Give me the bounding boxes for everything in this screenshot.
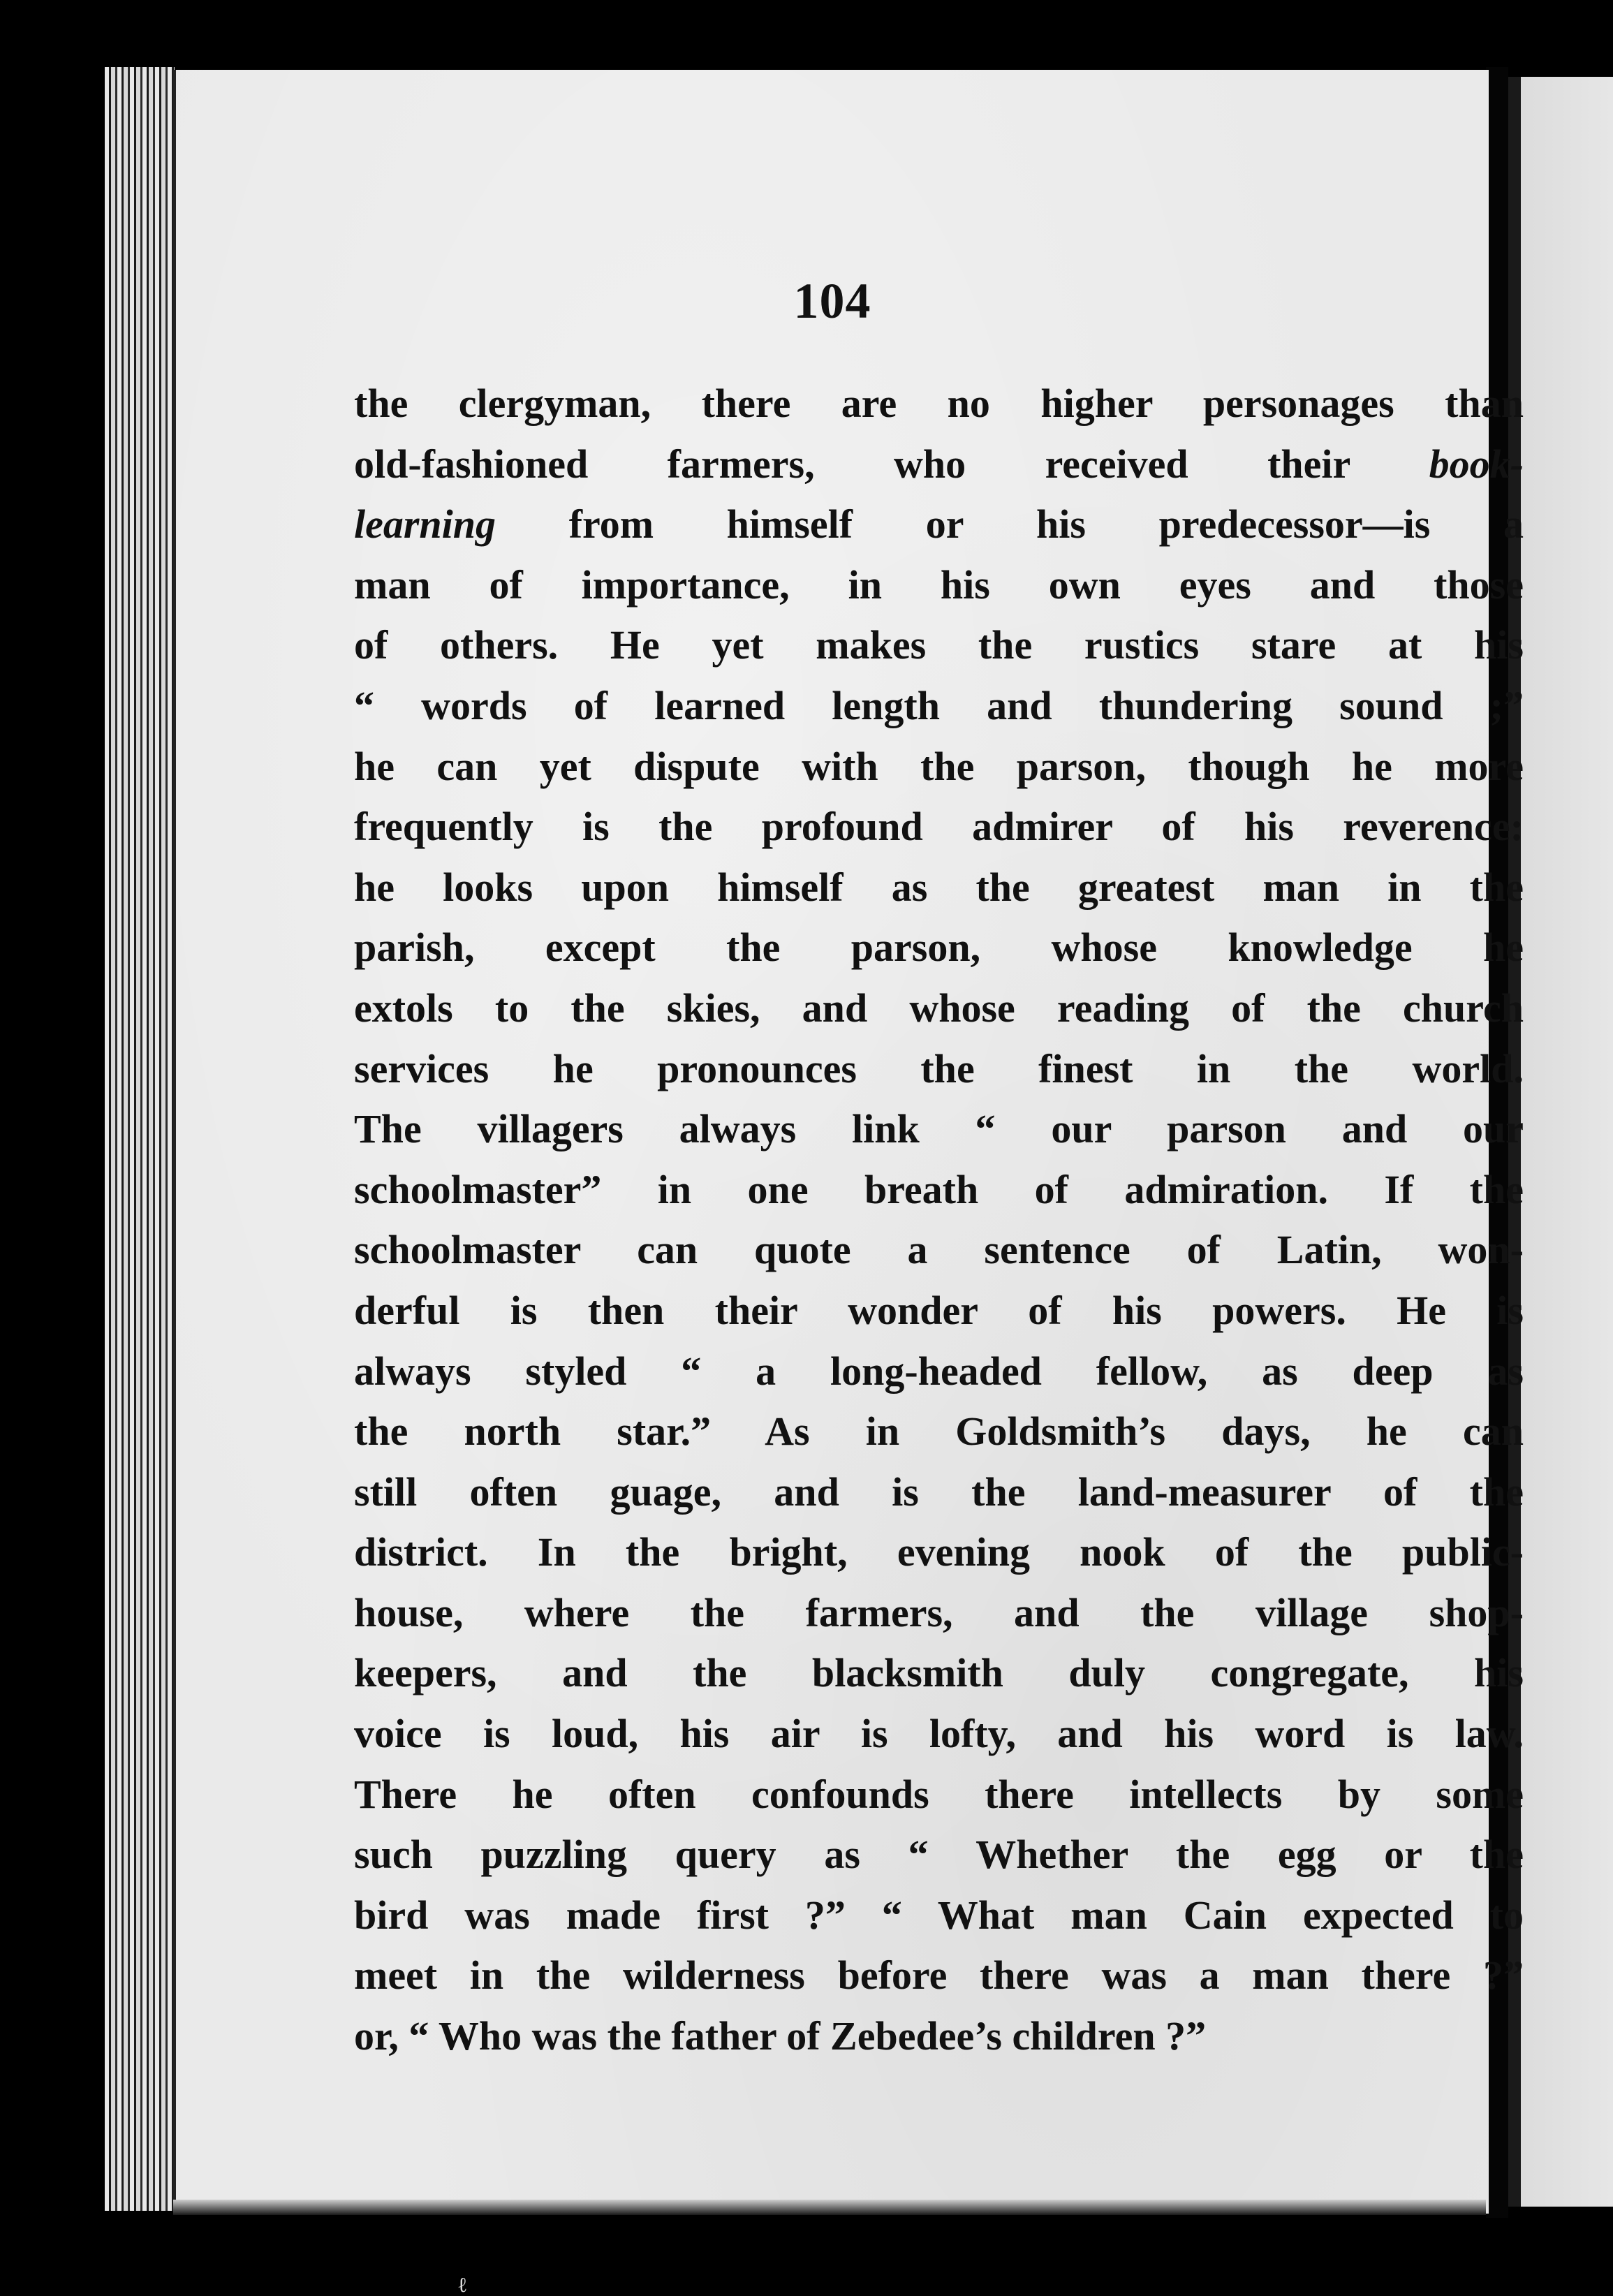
- text-line: he looks upon himself as the greatest man in the: [354, 864, 1524, 910]
- text-line: district. In the bright, evening nook of the public-: [354, 1529, 1524, 1575]
- text-line: still often guage, and is the land-measurer of the: [354, 1469, 1524, 1515]
- text-line: derful is then their wonder of his powers. He is: [354, 1287, 1524, 1333]
- page-number: 104: [793, 273, 871, 329]
- italic-word: book-: [1429, 441, 1524, 487]
- body-text: [354, 374, 1524, 2067]
- text-line: he can yet dispute with the parson, though he more: [354, 743, 1524, 789]
- text-line: frequently is the profound admirer of his reverence:: [354, 804, 1524, 850]
- text-line: parish, except the parson, whose knowledge he: [354, 925, 1524, 971]
- text-line: There he often confounds there intellects by some: [354, 1771, 1524, 1817]
- text-line: old-fashioned farmers, who received their book-: [354, 441, 1524, 487]
- text-line: extols to the skies, and whose reading of the church: [354, 985, 1524, 1031]
- page-edges: [105, 67, 175, 2211]
- text-line: meet in the wilderness before there was a man there ?”: [354, 1952, 1524, 1999]
- text-line: such puzzling query as “ Whether the egg or the: [354, 1832, 1524, 1878]
- text-line: bird was made first ?” “ What man Cain expected to: [354, 1892, 1524, 1938]
- text-line: The villagers always link “ our parson and our: [354, 1106, 1524, 1152]
- text-line: schoolmaster can quote a sentence of Latin, won-: [354, 1227, 1524, 1273]
- text-line: learning from himself or his predecessor—is a: [354, 501, 1524, 547]
- text-line: the north star.” As in Goldsmith’s days, he can: [354, 1408, 1524, 1455]
- page-bottom-edge: [173, 2200, 1486, 2215]
- italic-word: learning: [354, 501, 496, 547]
- text-line: “ words of learned length and thundering sound ;”: [354, 682, 1524, 728]
- text-line: keepers, and the blacksmith duly congregate, his: [354, 1650, 1524, 1696]
- facing-page-edge: [1508, 77, 1613, 2207]
- text-line: of others. He yet makes the rustics stare at his: [354, 622, 1524, 668]
- text-line: house, where the farmers, and the village shop-: [354, 1589, 1524, 1635]
- text-line: man of importance, in his own eyes and those: [354, 561, 1524, 608]
- text-line: schoolmaster” in one breath of admiration. If the: [354, 1166, 1524, 1212]
- text-line: the clergyman, there are no higher personages than: [354, 381, 1524, 426]
- book-page: [173, 70, 1524, 2214]
- text-line: or, “ Who was the father of Zebedee’s children ?”: [354, 2013, 1207, 2059]
- text-line: services he pronounces the finest in the world.: [354, 1045, 1524, 1091]
- text-line: voice is loud, his air is lofty, and his word is law.: [354, 1711, 1524, 1757]
- text-line: always styled “ a long-headed fellow, as deep as: [354, 1348, 1524, 1394]
- scan-speck: ℓ: [457, 2273, 468, 2296]
